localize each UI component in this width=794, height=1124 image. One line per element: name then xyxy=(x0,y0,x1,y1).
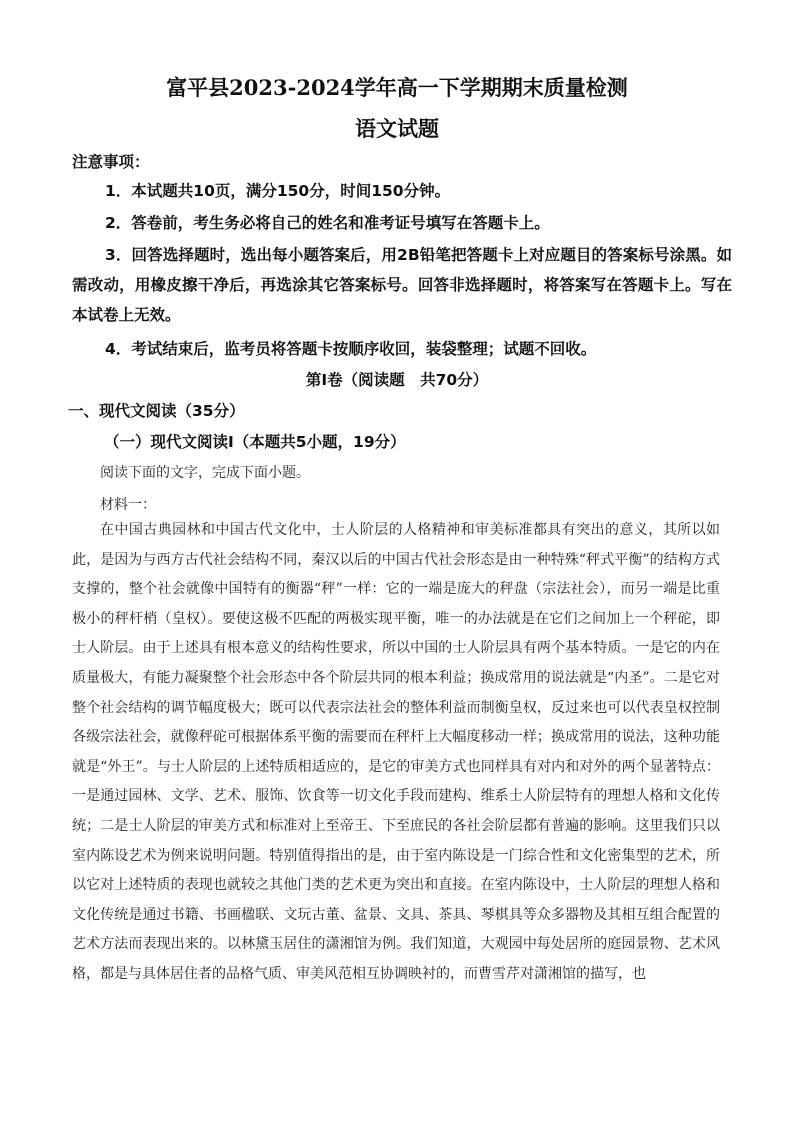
exam-title: 富平县2023-2024学年高一下学期期末质量检测 xyxy=(166,75,628,100)
note-item: 3．回答选择题时，选出每小题答案后，用2B铅笔把答题卡上对应题目的答案标号涂黑。如需改动，用橡皮擦干净后，再选涂其它答案标号。回答非选择题时，将答案写在答题卡上。写在本试卷上无效。 xyxy=(72,246,732,324)
note-item: 1．本试题共10页，满分150分，时间150分钟。 xyxy=(105,182,451,200)
section-title: 第Ⅰ卷（阅读题 共70分） xyxy=(305,371,489,389)
reading-instruction: 阅读下面的文字，完成下面小题。 xyxy=(100,465,310,481)
material-label: 材料一： xyxy=(100,497,156,513)
part-heading: 一、现代文阅读（35分） xyxy=(68,402,245,420)
notes-heading: 注意事项： xyxy=(72,153,150,171)
note-item: 4．考试结束后，监考员将答题卡按顺序收回，装袋整理；试题不回收。 xyxy=(105,340,597,358)
note-item: 2．答卷前，考生务必将自己的姓名和准考证号填写在答题卡上。 xyxy=(105,214,550,232)
material-paragraph: 在中国古典园林和中国古代文化中，士人阶层的人格精神和审美标准都具有突出的意义，其所以如此，是因为与西方古代社会结构不同，秦汉以后的中国古代社会形态是由一种特殊“秤式平衡”的结构方式支撑的，整个社会就像中国特有的衡器“秤”一样：它的一端是庞大的秤盘（宗法社会），而另一端是比重极小的秤杆梢（皇权）。要使这极不匹配的两极实现平衡，唯一的办法就是在它们之间加上一个秤砣，即士人阶层。由于上述具有根本意义的结构性要求，所以中国的士人阶层具有两个基本特质。一是它的内在质量极大，有能力凝聚整个社会形态中各个阶层共同的根本利益；换成常用的说法就是“内圣”。二是它对整个社会结构的调节幅度极大；既可以代表宗法社会的整体利益而制衡皇权，反过来也可以代表皇权控制各级宗法社会，就像秤砣可根据体系平衡的需要而在秤杆上大幅度移动一样；换成常用的说法，这种功能就是“外王”。与士人阶层的上述特质相适应的，是它的审美方式也同样具有对内和对外的两个显著特点：一是通过园林、文学、艺术、服饰、饮食等一切文化手段而建构、维系士人阶层特有的理想人格和文化传统；二是士人阶层的审美方式和标准对上至帝王、下至庶民的各社会阶层都有普遍的影响。这里我们只以室内陈设艺术为例来说明问题。特别值得指出的是，由于室内陈设是一门综合性和文化密集型的艺术，所以它对上述特质的表现也就较之其他门类的艺术更为突出和直接。在室内陈设中，士人阶层的理想人格和文化传统是通过书籍、书画楹联、文玩古董、盆景、文具、茶具、琴棋具等众多器物及其相互组合配置的艺术方法而表现出来的。以林黛玉居住的潇湘馆为例。我们知道，大观园中每处居所的庭园景物、艺术风格，都是与具体居住者的品格气质、审美风范相互协调映衬的，而曹雪芹对潇湘馆的描写，也 xyxy=(72,522,720,982)
exam-subtitle: 语文试题 xyxy=(355,116,439,141)
subpart-heading: （一）现代文阅读Ⅰ（本题共5小题，19分） xyxy=(104,433,406,451)
